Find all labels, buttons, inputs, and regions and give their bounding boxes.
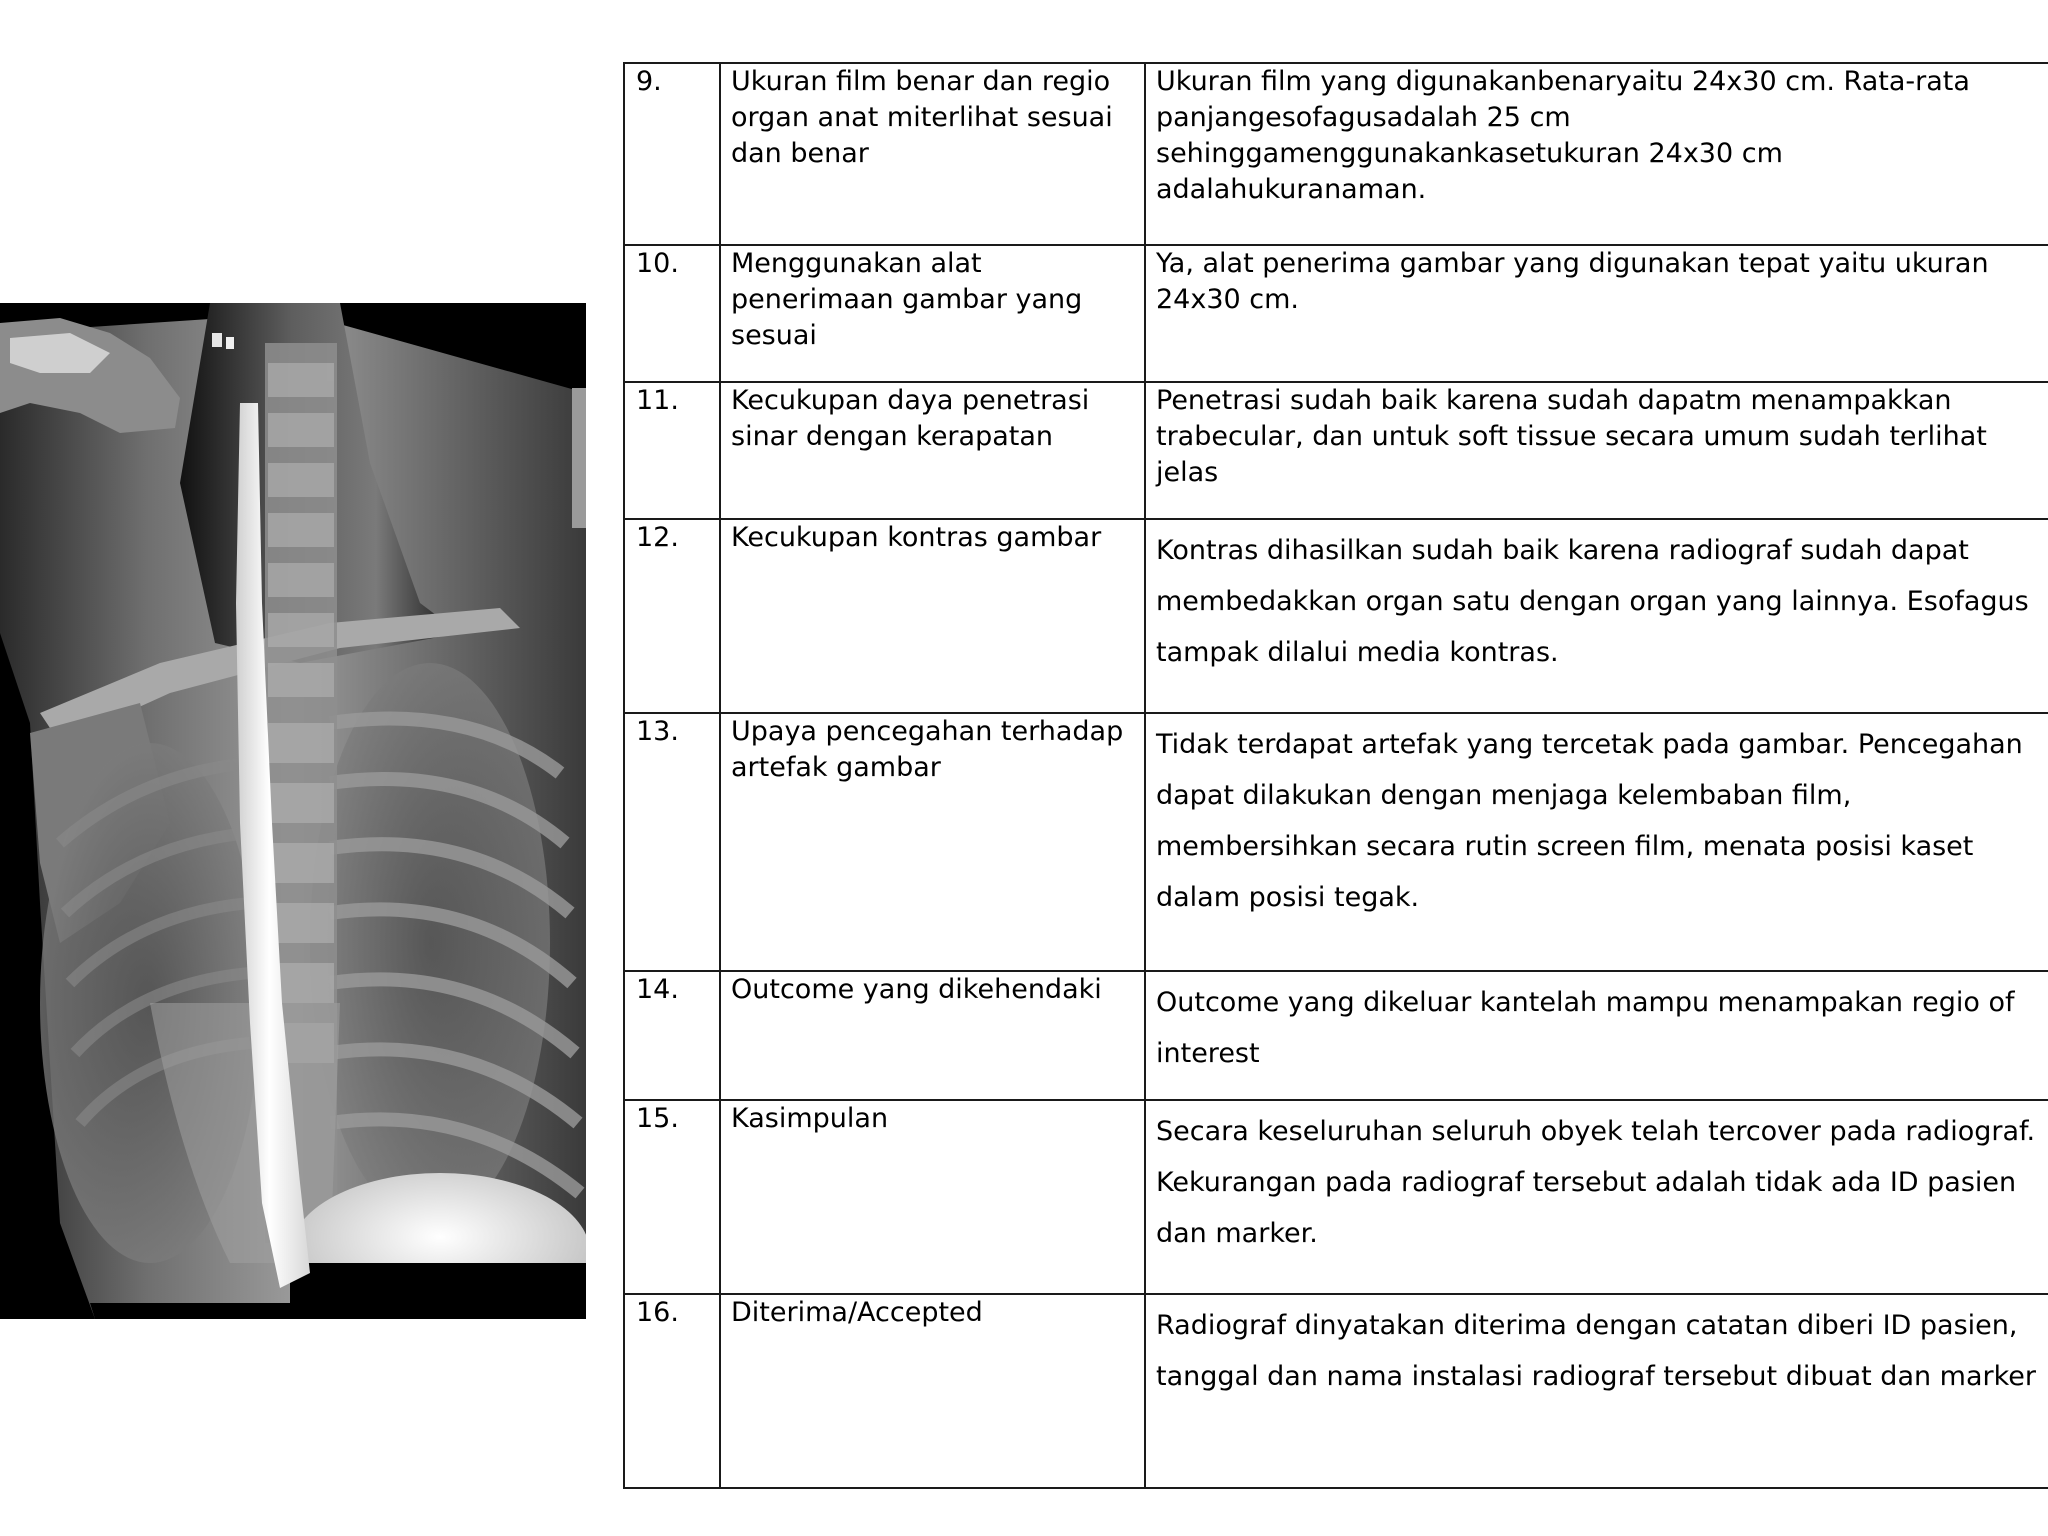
table-row xyxy=(624,63,2048,245)
evaluation-table xyxy=(623,62,2048,1489)
table-row xyxy=(624,1100,2048,1294)
esophagram-radiograph-image xyxy=(0,303,586,1319)
criterion-cell: Ukuran film benar dan regio organ anat miterlihat sesuai dan benar xyxy=(720,63,1145,245)
row-number-cell: 14. xyxy=(624,971,720,1100)
row-number-cell: 13. xyxy=(624,713,720,971)
result-cell: Tidak terdapat artefak yang tercetak pada gambar. Pencegahan dapat dilakukan dengan menjaga kelembaban film, membersihkan secara rutin screen film, menata posisi kaset dalam posisi tegak. xyxy=(1145,713,2048,971)
result-cell: Penetrasi sudah baik karena sudah dapatm menampakkan trabecular, dan untuk soft tissue secara umum sudah terlihat jelas xyxy=(1145,382,2048,519)
row-number-cell: 10. xyxy=(624,245,720,382)
result-cell: Outcome yang dikeluar kantelah mampu menampakan regio of interest xyxy=(1145,971,2048,1100)
result-cell: Radiograf dinyatakan diterima dengan catatan diberi ID pasien, tanggal dan nama instalasi radiograf tersebut dibuat dan marker xyxy=(1145,1294,2048,1488)
table-row xyxy=(624,713,2048,971)
row-number-cell: 12. xyxy=(624,519,720,713)
row-number-cell: 9. xyxy=(624,63,720,245)
table-row xyxy=(624,1294,2048,1488)
row-number-cell: 15. xyxy=(624,1100,720,1294)
table-row xyxy=(624,519,2048,713)
result-cell: Ya, alat penerima gambar yang digunakan tepat yaitu ukuran 24x30 cm. xyxy=(1145,245,2048,382)
row-number-cell: 16. xyxy=(624,1294,720,1488)
result-cell: Secara keseluruhan seluruh obyek telah tercover pada radiograf. Kekurangan pada radiograf tersebut adalah tidak ada ID pasien dan marker. xyxy=(1145,1100,2048,1294)
table-row xyxy=(624,382,2048,519)
result-cell: Kontras dihasilkan sudah baik karena radiograf sudah dapat membedakkan organ satu dengan organ yang lainnya. Esofagus tampak dilalui media kontras. xyxy=(1145,519,2048,713)
result-cell: Ukuran film yang digunakanbenaryaitu 24x30 cm. Rata-rata panjangesofagusadalah 25 cm sehinggamenggunakankasetukuran 24x30 cm adalahukuranaman. xyxy=(1145,63,2048,245)
row-number-cell: 11. xyxy=(624,382,720,519)
criterion-cell: Outcome yang dikehendaki xyxy=(720,971,1145,1100)
criterion-cell: Kecukupan kontras gambar xyxy=(720,519,1145,713)
criterion-cell: Kecukupan daya penetrasi sinar dengan kerapatan xyxy=(720,382,1145,519)
criterion-cell: Kasimpulan xyxy=(720,1100,1145,1294)
criterion-cell: Diterima/Accepted xyxy=(720,1294,1145,1488)
criterion-cell: Upaya pencegahan terhadap artefak gambar xyxy=(720,713,1145,971)
table-row xyxy=(624,245,2048,382)
table-row xyxy=(624,971,2048,1100)
criterion-cell: Menggunakan alat penerimaan gambar yang sesuai xyxy=(720,245,1145,382)
